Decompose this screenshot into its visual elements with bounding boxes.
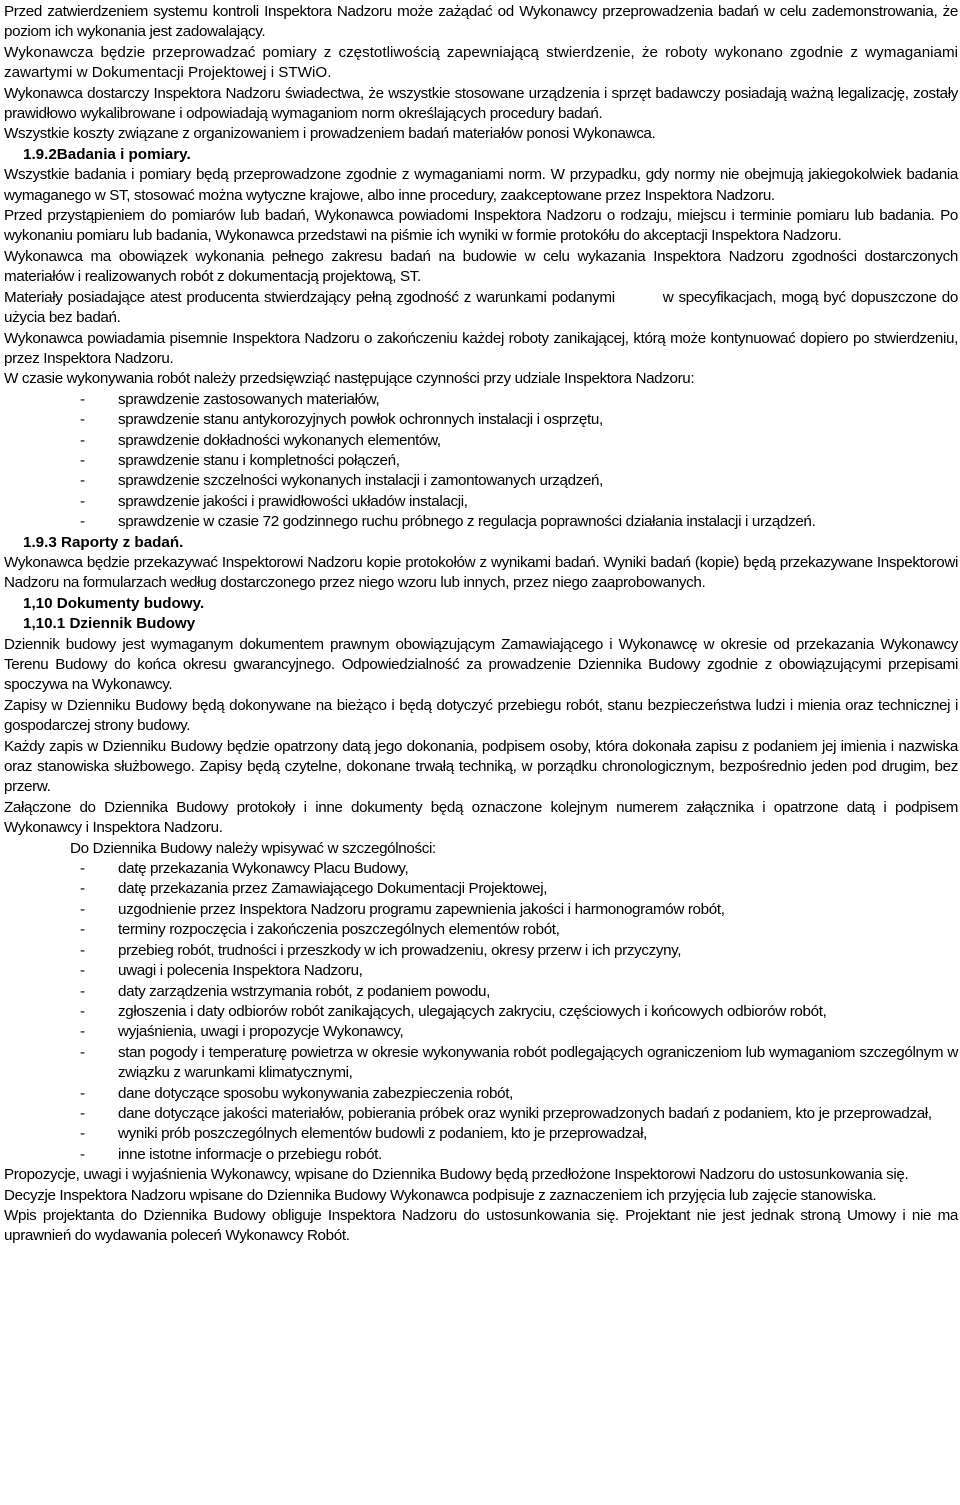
checks-list	[4, 390, 958, 533]
list-item: - sprawdzenie zastosowanych materiałów,	[4, 390, 958, 410]
list-item: - dane dotyczące jakości materiałów, pobierania próbek oraz wyniki przeprowadzonych badań z podaniem, kto je przeprowadzał,	[4, 1104, 958, 1124]
section-heading-1-9-3: 1.9.3 Raporty z badań.	[23, 533, 184, 551]
list-item: - sprawdzenie stanu i kompletności połączeń,	[4, 451, 958, 471]
list-item: - wyjaśnienia, uwagi i propozycje Wykonawcy,	[4, 1022, 958, 1042]
paragraph-materials	[4, 288, 958, 329]
paragraph-diary-list-intro: Do Dziennika Budowy należy wpisywać w szczególności:	[70, 839, 436, 857]
list-item: - sprawdzenie dokładności wykonanych elementów,	[4, 431, 958, 451]
list-item: - sprawdzenie stanu antykorozyjnych powłok ochronnych instalacji i osprzętu,	[4, 410, 958, 430]
diary-entries-list	[4, 859, 958, 1165]
list-item: - zgłoszenia i daty odbiorów robót zanikających, ulegających zakryciu, częściowych i końcowych odbiorów robót,	[4, 1002, 958, 1022]
list-item: - sprawdzenie w czasie 72 godzinnego ruchu próbnego z regulacja poprawności działania instalacji i urządzeń.	[4, 512, 958, 532]
paragraph-diary-signatures: Każdy zapis w Dzienniku Budowy będzie opatrzony datą jego dokonania, podpisem osoby, która dokonała zapisu z podaniem jej imienia i nazwiska oraz stanowiska służbowego. Zapisy będą czytelne, dokonane trwałą techniką, w porządku chronologicznym, bezpośrednio jeden pod drugim, bez przerw.	[4, 737, 958, 796]
list-item: - przebieg robót, trudności i przeszkody w ich prowadzeniu, okresy przerw i ich przyczyny,	[4, 941, 958, 961]
paragraph-activities-intro: W czasie wykonywania robót należy przedsięwziąć następujące czynności przy udziale Inspektora Nadzoru:	[4, 370, 695, 388]
paragraph-approval: Przed zatwierdzeniem systemu kontroli Inspektora Nadzoru może zażądać od Wykonawcy przeprowadzenia badań w celu zademonstrowania, że poziom ich wykonania jest zadowalający.	[4, 3, 958, 41]
list-item: - datę przekazania Wykonawcy Placu Budowy,	[4, 859, 958, 879]
list-item: - stan pogody i temperaturę powietrza w okresie wykonywania robót podlegających ograniczeniom lub wymaganiom szczególnym w związku z warunkami klimatycznymi,	[4, 1043, 958, 1084]
paragraph-inspector-decisions: Decyzje Inspektora Nadzoru wpisane do Dziennika Budowy Wykonawca podpisuje z zaznaczeniem ich przyjęcia lub zajęcie stanowiska.	[4, 1186, 877, 1204]
list-item: - wyniki prób poszczególnych elementów budowli z podaniem, kto je przeprowadzał,	[4, 1124, 958, 1144]
section-heading-1-10: 1,10 Dokumenty budowy.	[23, 594, 205, 612]
paragraph-diary-definition: Dziennik budowy jest wymaganym dokumentem prawnym obowiązującym Zamawiającego i Wykonawcę w okresie od przekazania Wykonawcy Terenu Budowy do końca okresu gwarancyjnego. Odpowiedzialność za prowadzenie Dziennika Budowy zgodnie z obowiązującymi przepisami spoczywa na Wykonawcy.	[4, 635, 958, 694]
paragraph-costs: Wszystkie koszty związane z organizowaniem i prowadzeniem badań materiałów ponosi Wykonawca.	[4, 125, 656, 143]
paragraph-certificates: Wykonawca dostarczy Inspektora Nadzoru świadectwa, że wszystkie stosowane urządzenia i sprzęt badawczy posiadają ważną legalizację, zostały prawidłowo wykalibrowane i odpowiadają wymaganiom norm określających procedury badań.	[4, 84, 958, 123]
paragraph-scope: Wykonawca ma obowiązek wykonania pełnego zakresu badań na budowie w celu wykazania Inspektora Nadzoru zgodności dostarczonych materiałów i realizowanych robót z dokumentacją projektową, ST.	[4, 247, 958, 286]
list-item: - sprawdzenie szczelności wykonanych instalacji i zamontowanych urządzeń,	[4, 471, 958, 491]
list-item: - terminy rozpoczęcia i zakończenia poszczególnych elementów robót,	[4, 920, 958, 940]
paragraph-designer-entry: Wpis projektanta do Dziennika Budowy obliguje Inspektora Nadzoru do ustosunkowania się. Projektant nie jest jednak stroną Umowy i nie ma uprawnień do wydawania poleceń Wykonawcy Robót.	[4, 1206, 958, 1245]
list-item: - dane dotyczące sposobu wykonywania zabezpieczenia robót,	[4, 1084, 958, 1104]
paragraph-diary-attachments: Załączone do Dziennika Budowy protokoły i inne dokumenty będą oznaczone kolejnym numerem załącznika i opatrzone datą i podpisem Wykonawcy i Inspektora Nadzoru.	[4, 798, 958, 837]
paragraph-reports: Wykonawca będzie przekazywać Inspektorowi Nadzoru kopie protokołów z wynikami badań. Wyniki badań (kopie) będą przekazywane Inspektorowi Nadzoru na formularzach według dostarczonego przez niego wzoru lub innych, przez niego zaaprobowanych.	[4, 553, 958, 592]
paragraph-diary-entries: Zapisy w Dzienniku Budowy będą dokonywane na bieżąco i będą dotyczyć przebiegu robót, stanu bezpieczeństwa ludzi i mienia oraz technicznej i gospodarczej strony budowy.	[4, 696, 958, 735]
paragraph-standards: Wszystkie badania i pomiary będą przeprowadzone zgodnie z wymaganiami norm. W przypadku, gdy normy nie obejmują jakiegokolwiek badania wymaganego w ST, stosować można wytyczne krajowe, albo inne procedury, zaakceptowane przez Inspektora Nadzoru.	[4, 166, 958, 204]
list-item: - uzgodnienie przez Inspektora Nadzoru programu zapewnienia jakości i harmonogramów robót,	[4, 900, 958, 920]
list-item: - daty zarządzenia wstrzymania robót, z podaniem powodu,	[4, 982, 958, 1002]
paragraph-hidden-works: Wykonawca powiadamia pisemnie Inspektora Nadzoru o zakończeniu każdej roboty zanikającej, którą może kontynuować dopiero po stwierdzeniu, przez Inspektora Nadzoru.	[4, 329, 958, 367]
paragraph-measurements: Wykonawcza będzie przeprowadzać pomiary z częstotliwością zapewniającą stwierdzenie, że roboty wykonano zgodnie z wymaganiami zawartymi w Dokumentacji Projektowej i STWiO.	[4, 43, 958, 82]
list-item: - sprawdzenie jakości i prawidłowości układów instalacji,	[4, 492, 958, 512]
paragraph-contractor-proposals: Propozycje, uwagi i wyjaśnienia Wykonawcy, wpisane do Dziennika Budowy będą przedłożone Inspektorowi Nadzoru do ustosunkowania się.	[4, 1166, 909, 1184]
paragraph-notification: Przed przystąpieniem do pomiarów lub badań, Wykonawca powiadomi Inspektora Nadzoru o rodzaju, miejscu i terminie pomiaru lub badania. Po wykonaniu pomiaru lub badania, Wykonawca przedstawi na piśmie ich wyniki w formie protokółu do akceptacji Inspektora Nadzoru.	[4, 207, 958, 245]
list-item: - datę przekazania przez Zamawiającego Dokumentacji Projektowej,	[4, 879, 958, 899]
section-heading-1-10-1: 1,10.1 Dziennik Budowy	[23, 615, 196, 633]
paragraph-materials-part-b: w specyfikacjach, mogą być dopuszczone do użycia bez badań.	[4, 288, 959, 327]
paragraph-materials-part-a: Materiały posiadające atest producenta stwierdzający pełną zgodność z warunkami podanymi	[4, 288, 615, 306]
section-heading-1-9-2: 1.9.2Badania i pomiary.	[23, 145, 191, 163]
list-item: - inne istotne informacje o przebiegu robót.	[4, 1145, 958, 1165]
list-item: - uwagi i polecenia Inspektora Nadzoru,	[4, 961, 958, 981]
